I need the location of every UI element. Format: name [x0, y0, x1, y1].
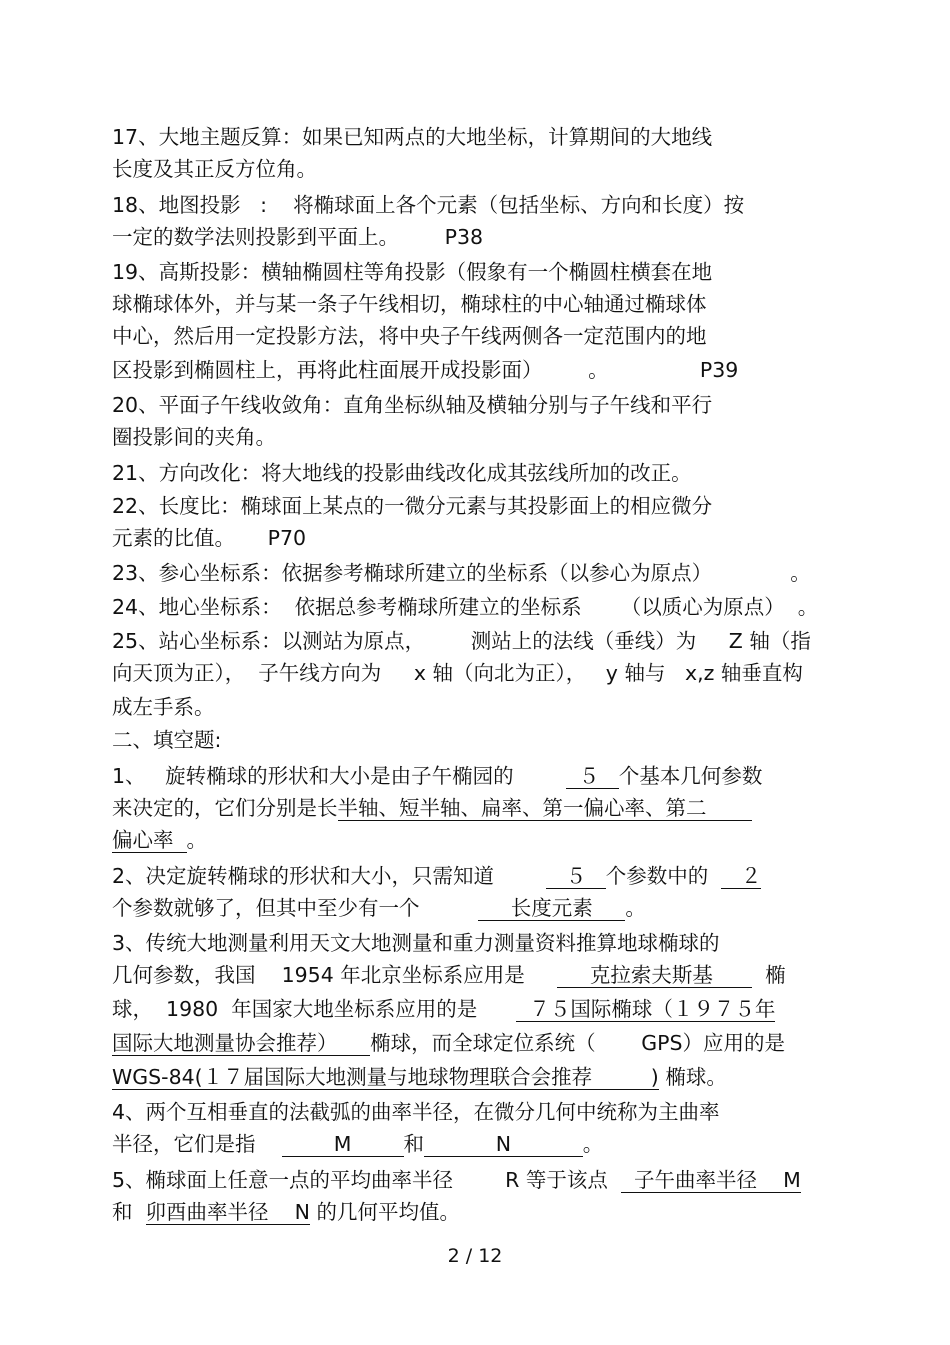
def-17-line-2: 长度及其正反方位角。 [112, 157, 317, 181]
q3-line-1: 3、传统大地测量利用天文大地测量和重力测量资料推算地球椭球的 [112, 931, 720, 955]
q4-line-1: 4、两个互相垂直的法截弧的曲率半径，在微分几何中统称为主曲率 [112, 1100, 720, 1124]
q3-answer-1954: 克拉索夫斯基 [557, 963, 753, 987]
def-20-line-2: 圈投影间的夹角。 [112, 425, 276, 449]
q1-answer-params-cont: 偏心率 [112, 828, 187, 852]
q3-answer-1980: ７５国际椭球（１９７５年 [516, 997, 776, 1021]
def-25-line-2: 向天顶为正）， 子午线方向为 x 轴（向北为正）， y 轴与 x,z 轴垂直构 [112, 661, 803, 685]
q5-answer-meridian: 子午曲率半径 M [620, 1168, 801, 1192]
def-22-line-2: 元素的比值。 P70 [112, 526, 307, 550]
def-19-line-4: 区投影到椭圆柱上，再将此柱面展开成投影面） 。 P39 [112, 358, 739, 382]
q2-answer-element: 长度元素 [478, 896, 626, 920]
q2-answer-needed: ２ [721, 864, 762, 888]
q2-answer-total: ５ [546, 864, 606, 888]
def-22-line-1: 22、长度比：椭球面上某点的一微分元素与其投影面上的相应微分 [112, 494, 713, 518]
q4-answer-n: N [424, 1132, 583, 1156]
section-heading-fill-in: 二、填空题: [112, 728, 222, 752]
q2-line-1: 2、决定旋转椭球的形状和大小，只需知道 ５ 个参数中的 ２ [112, 864, 762, 888]
q2-line-2: 个参数就够了，但其中至少有一个 长度元素 。 [112, 896, 646, 920]
q3-answer-1980-cont: 国际大地测量协会推荐） [112, 1031, 371, 1055]
q3-line-5: WGS-84(１７届国际大地测量与地球物理联合会推荐 ) 椭球。 [112, 1065, 727, 1089]
q5-line-2: 和 卯酉曲率半径 N 的几何平均值。 [112, 1200, 460, 1224]
def-19-line-1: 19、高斯投影：横轴椭圆柱等角投影（假象有一个椭圆柱横套在地 [112, 260, 713, 284]
def-25-line-3: 成左手系。 [112, 695, 215, 719]
def-24-line-1: 24、地心坐标系： 依据总参考椭球所建立的坐标系 （以质心为原点） 。 [112, 595, 819, 619]
q3-answer-gps: WGS-84(１７届国际大地测量与地球物理联合会推荐 ) [112, 1065, 659, 1089]
q5-line-1: 5、椭球面上任意一点的平均曲率半径 R 等于该点 子午曲率半径 M [112, 1168, 801, 1192]
q1-line-2: 来决定的，它们分别是长半轴、短半轴、扁率、第一偏心率、第二 [112, 796, 753, 820]
q5-answer-prime-vertical: 卯酉曲率半径 N [145, 1200, 310, 1224]
def-20-line-1: 20、平面子午线收敛角：直角坐标纵轴及横轴分别与子午线和平行 [112, 393, 713, 417]
q4-line-2: 半径，它们是指 M 和 N 。 [112, 1132, 604, 1156]
def-19-line-2: 球椭球体外，并与某一条子午线相切，椭球柱的中心轴通过椭球体 [112, 292, 707, 316]
def-18-line-1: 18、地图投影 : 将椭球面上各个元素（包括坐标、方向和长度）按 [112, 193, 745, 217]
def-21-line-1: 21、方向改化：将大地线的投影曲线改化成其弦线所加的改正。 [112, 461, 692, 485]
def-18-line-2: 一定的数学法则投影到平面上。 P38 [112, 225, 484, 249]
q3-line-3: 球， 1980 年国家大地坐标系应用的是 ７５国际椭球（１９７５年 [112, 997, 776, 1021]
q3-line-2: 几何参数，我国 1954 年北京坐标系应用是 克拉索夫斯基 椭 [112, 963, 786, 987]
def-23-line-1: 23、参心坐标系：依据参考椭球所建立的坐标系（以参心为原点） 。 [112, 561, 811, 585]
def-17-line-1: 17、大地主题反算：如果已知两点的大地坐标，计算期间的大地线 [112, 125, 713, 149]
def-19-line-3: 中心，然后用一定投影方法，将中央子午线两侧各一定范围内的地 [112, 324, 707, 348]
def-25-line-1: 25、站心坐标系：以测站为原点， 测站上的法线（垂线）为 Z 轴（指 [112, 629, 811, 653]
page-number: 2 / 12 [447, 1245, 503, 1267]
q1-answer-params: 半轴、短半轴、扁率、第一偏心率、第二 [337, 796, 753, 820]
q1-line-3: 偏心率 。 [112, 828, 208, 852]
q4-answer-m: M [281, 1132, 404, 1156]
q3-line-4: 国际大地测量协会推荐） 椭球，而全球定位系统（ GPS）应用的是 [112, 1031, 785, 1055]
q1-answer-count: ５ [565, 764, 619, 788]
q1-line-1: 1、 旋转椭球的形状和大小是由子午椭园的 ５ 个基本几何参数 [112, 764, 763, 788]
